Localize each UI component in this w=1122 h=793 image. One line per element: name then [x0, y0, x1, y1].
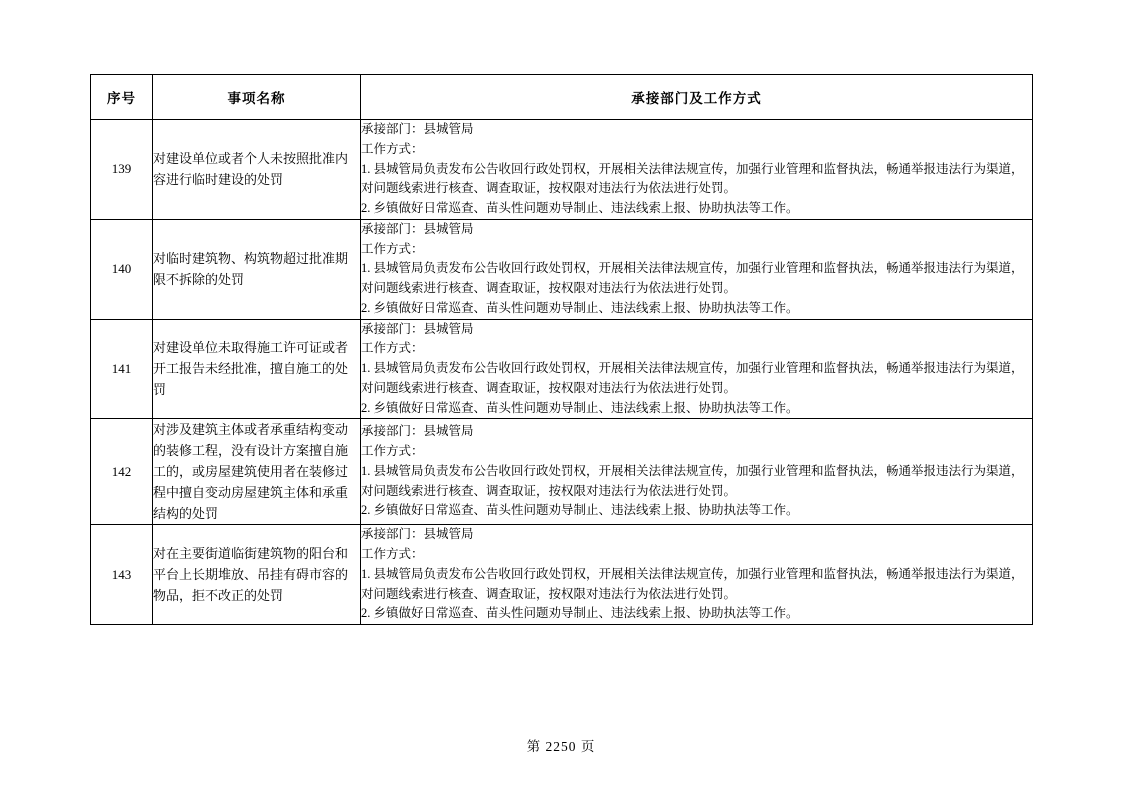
responsibility-table — [90, 74, 1033, 625]
dept-method-item-1: 1. 县城管局负责发布公告收回行政处罚权，开展相关法律法规宣传，加强行业管理和监督执法，畅通举报违法行为渠道，对问题线索进行核查、调查取证，按权限对违法行为依法进行处罚。 — [361, 361, 1024, 395]
row-name: 对临时建筑物、构筑物超过批准期限不拆除的处罚 — [153, 219, 361, 319]
row-name: 对涉及建筑主体或者承重结构变动的装修工程，没有设计方案擅自施工的，或房屋建筑使用者在装修过程中擅自变动房屋建筑主体和承重结构的处罚 — [153, 419, 361, 525]
column-header-seq: 序号 — [91, 75, 153, 120]
dept-method-label: 工作方式： — [361, 444, 424, 459]
dept-method-item-2: 2. 乡镇做好日常巡查、苗头性问题劝导制止、违法线索上报、协助执法等工作。 — [361, 201, 799, 215]
column-header-dept: 承接部门及工作方式 — [361, 75, 1033, 120]
dept-method-item-2: 2. 乡镇做好日常巡查、苗头性问题劝导制止、违法线索上报、协助执法等工作。 — [361, 300, 799, 315]
table-row — [91, 419, 1033, 525]
dept-method-item-1: 1. 县城管局负责发布公告收回行政处罚权，开展相关法律法规宣传，加强行业管理和监督执法，畅通举报违法行为渠道，对问题线索进行核查、调查取证，按权限对违法行为依法进行处罚。 — [361, 463, 1024, 498]
dept-method-label: 工作方式： — [361, 141, 424, 156]
row-dept — [361, 120, 1033, 220]
table-row — [91, 120, 1033, 220]
row-seq: 139 — [91, 120, 153, 220]
dept-method-item-1: 1. 县城管局负责发布公告收回行政处罚权，开展相关法律法规宣传，加强行业管理和监督执法，畅通举报违法行为渠道，对问题线索进行核查、调查取证，按权限对违法行为依法进行处罚。 — [361, 566, 1024, 601]
dept-accepting-unit: 承接部门：县城管局 — [361, 221, 474, 236]
table-body — [91, 120, 1033, 625]
row-seq: 141 — [91, 319, 153, 419]
row-dept — [361, 419, 1033, 525]
table-header-row — [91, 75, 1033, 120]
row-seq: 140 — [91, 219, 153, 319]
row-dept — [361, 219, 1033, 319]
row-seq: 143 — [91, 525, 153, 625]
dept-accepting-unit: 承接部门：县城管局 — [361, 321, 474, 336]
table-row — [91, 219, 1033, 319]
row-name: 对在主要街道临街建筑物的阳台和平台上长期堆放、吊挂有碍市容的物品，拒不改正的处罚 — [153, 525, 361, 625]
table-row — [91, 319, 1033, 419]
dept-accepting-unit: 承接部门：县城管局 — [361, 424, 474, 439]
table-header — [91, 75, 1033, 120]
dept-method-item-2: 2. 乡镇做好日常巡查、苗头性问题劝导制止、违法线索上报、协助执法等工作。 — [361, 606, 799, 621]
row-seq: 142 — [91, 419, 153, 525]
dept-method-label: 工作方式： — [361, 241, 424, 256]
dept-method-label: 工作方式： — [361, 341, 424, 356]
row-name: 对建设单位未取得施工许可证或者开工报告未经批准，擅自施工的处罚 — [153, 319, 361, 419]
dept-accepting-unit: 承接部门：县城管局 — [361, 122, 474, 136]
row-dept — [361, 525, 1033, 625]
row-dept — [361, 319, 1033, 419]
page-footer: 第 2250 页 — [526, 739, 596, 754]
dept-method-item-1: 1. 县城管局负责发布公告收回行政处罚权，开展相关法律法规宣传，加强行业管理和监督执法，畅通举报违法行为渠道，对问题线索进行核查、调查取证，按权限对违法行为依法进行处罚。 — [361, 261, 1024, 295]
dept-method-label: 工作方式： — [361, 547, 424, 562]
row-name: 对建设单位或者个人未按照批准内容进行临时建设的处罚 — [153, 120, 361, 220]
dept-method-item-2: 2. 乡镇做好日常巡查、苗头性问题劝导制止、违法线索上报、协助执法等工作。 — [361, 503, 799, 518]
dept-method-item-1: 1. 县城管局负责发布公告收回行政处罚权，开展相关法律法规宣传，加强行业管理和监督执法，畅通举报违法行为渠道，对问题线索进行核查、调查取证，按权限对违法行为依法进行处罚。 — [361, 161, 1024, 196]
dept-accepting-unit: 承接部门：县城管局 — [361, 527, 474, 542]
table-row — [91, 525, 1033, 625]
dept-method-item-2: 2. 乡镇做好日常巡查、苗头性问题劝导制止、违法线索上报、协助执法等工作。 — [361, 400, 799, 415]
column-header-name: 事项名称 — [153, 75, 361, 120]
